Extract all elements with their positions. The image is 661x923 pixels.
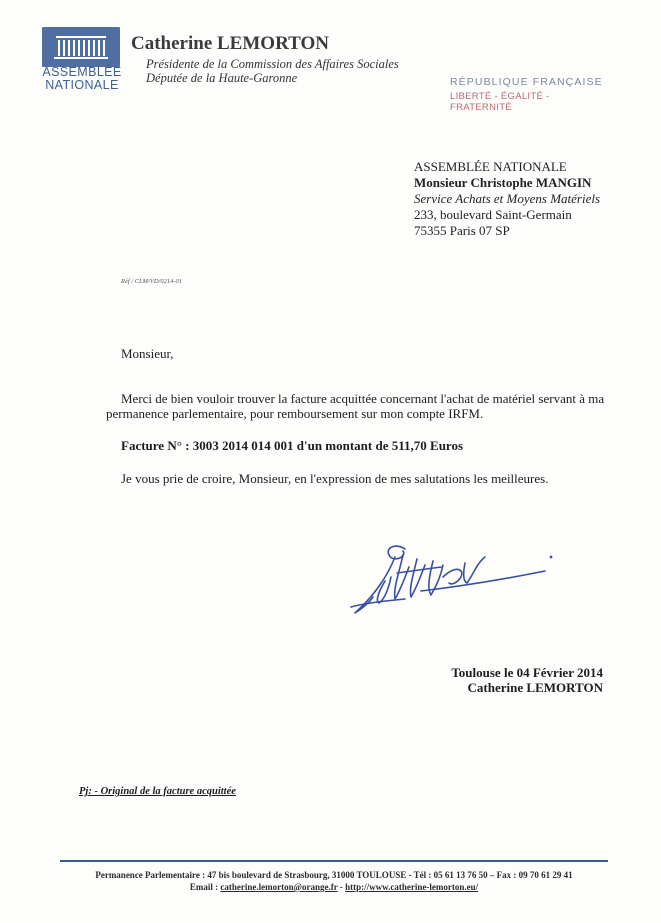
role-line1: Présidente de la Commission des Affaires Sociales xyxy=(146,57,399,71)
website-link[interactable]: http://www.catherine-lemorton.eu/ xyxy=(345,882,479,892)
signoff-name: Catherine LEMORTON xyxy=(467,680,603,695)
closing-line: Je vous prie de croire, Monsieur, en l'expression de mes salutations les meilleures. xyxy=(121,471,549,486)
email-label: Email : xyxy=(189,882,219,892)
republique-francaise xyxy=(450,76,606,113)
footer-divider xyxy=(60,860,608,862)
assemblee-logo xyxy=(42,27,120,67)
reference: Réf / CLM/VD/0214-01 xyxy=(121,278,183,285)
deputy-role xyxy=(146,57,399,85)
footer xyxy=(60,869,608,893)
email-link[interactable]: catherine.lemorton@orange.fr xyxy=(220,882,338,892)
salutation: Monsieur, xyxy=(121,346,174,361)
attachment-note: Pj: - Original de la facture acquittée xyxy=(79,786,236,797)
invoice-line: Facture N° : 3003 2014 014 001 d'un montant de 511,70 Euros xyxy=(121,438,464,453)
recipient-service: Service Achats et Moyens Matériels xyxy=(414,191,601,206)
role-line2: Députée de la Haute-Garonne xyxy=(146,71,298,85)
recipient-name: Monsieur Christophe MANGIN xyxy=(414,175,592,190)
footer-separator: - xyxy=(337,882,346,892)
recipient-street: 233, boulevard Saint-Germain xyxy=(414,207,572,222)
signature xyxy=(345,533,555,623)
letter-paragraph: Merci de bien vouloir trouver la facture acquittée concernant l'achat de matériel servant à ma permanence parlementaire, pour remboursement sur mon compte IRFM. xyxy=(106,391,605,421)
place-date: Toulouse le 04 Février 2014 xyxy=(451,665,603,680)
recipient-address xyxy=(414,159,600,239)
logo-text xyxy=(34,66,130,92)
republique-line1: RÉPUBLIQUE FRANÇAISE xyxy=(450,76,603,88)
republique-motto: LIBERTÉ - ÉGALITÉ - FRATERNITÉ xyxy=(450,91,550,113)
recipient-org: ASSEMBLÉE NATIONALE xyxy=(414,159,567,174)
footer-address: Permanence Parlementaire : 47 bis boulevard de Strasbourg, 31000 TOULOUSE - Tél : 05 61 13 76 50 – Fax : 09 70 61 29 41 xyxy=(95,870,573,880)
hemicycle-icon xyxy=(42,27,120,67)
footer-contact xyxy=(60,881,608,893)
signoff xyxy=(448,665,603,695)
deputy-name: Catherine LEMORTON xyxy=(131,33,329,54)
logo-line1: ASSEMBLÉE xyxy=(42,65,122,79)
recipient-city: 75355 Paris 07 SP xyxy=(414,223,510,238)
logo-line2: NATIONALE xyxy=(45,78,119,92)
